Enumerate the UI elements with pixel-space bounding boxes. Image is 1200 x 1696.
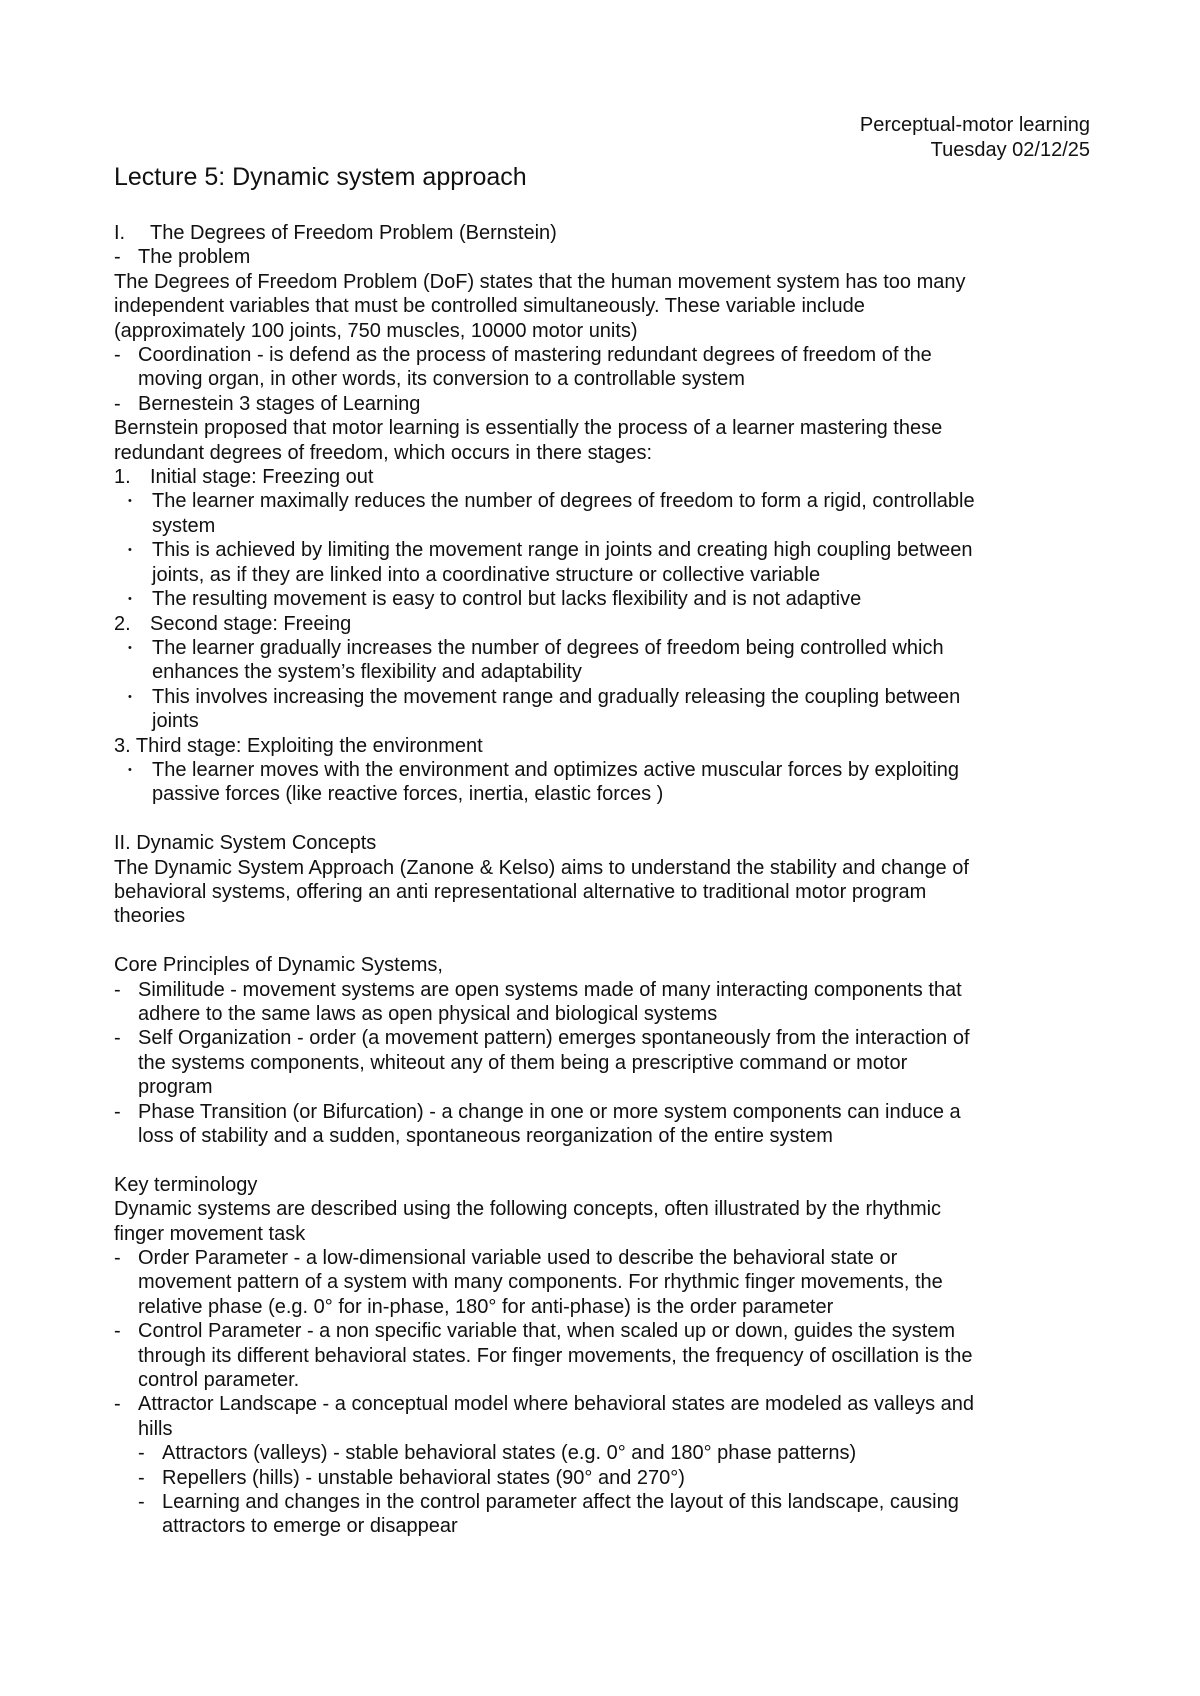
dash-item <box>114 1246 1104 1319</box>
bullet-item <box>114 758 1104 807</box>
spacer <box>114 1148 1104 1172</box>
dash-marker: - <box>114 246 121 269</box>
dash-item <box>114 392 1104 416</box>
text-line: moving organ, in other words, its conversion to a controllable system <box>138 368 745 391</box>
lecture-date: Tuesday 02/12/25 <box>930 139 1090 161</box>
text-line: independent variables that must be controlled simultaneously. These variable include <box>114 295 865 318</box>
text-line: system <box>152 514 216 537</box>
bullet-item <box>114 587 1104 611</box>
bullet-item <box>114 685 1104 734</box>
text-line: movement pattern of a system with many components. For rhythmic finger movements, the <box>138 1271 943 1294</box>
section-heading <box>114 221 1104 245</box>
paragraph <box>114 416 1104 465</box>
dash-item <box>114 343 1104 392</box>
subheading: Core Principles of Dynamic Systems, <box>114 954 443 977</box>
subheading: Key terminology <box>114 1173 258 1196</box>
text-line: finger movement task <box>114 1222 306 1245</box>
text-line: hills <box>138 1417 173 1440</box>
page-title: Lecture 5: Dynamic system approach <box>114 163 527 191</box>
text-line: Order Parameter - a low-dimensional variable used to describe the behavioral state or <box>138 1247 898 1270</box>
text-line: control parameter. <box>138 1369 300 1392</box>
number-marker: 1. <box>114 466 131 489</box>
dash-marker: - <box>114 1247 121 1270</box>
text-line: Phase Transition (or Bifurcation) - a change in one or more system components can induce a <box>138 1100 961 1123</box>
text-line: attractors to emerge or disappear <box>162 1515 458 1538</box>
text-line: Coordination - is defend as the process of mastering redundant degrees of freedom of the <box>138 344 932 367</box>
dash-marker: - <box>114 1027 121 1050</box>
bullet-item <box>114 636 1104 685</box>
bullet-marker: • <box>128 593 132 606</box>
sub-dash-item <box>114 1490 1104 1539</box>
text-line: redundant degrees of freedom, which occurs in there stages: <box>114 441 653 464</box>
text-line: This involves increasing the movement range and gradually releasing the coupling between <box>152 685 961 708</box>
bullet-marker: • <box>128 544 132 557</box>
dash-item <box>114 1392 1104 1441</box>
numbered-item <box>114 612 1104 636</box>
text-line: The learner gradually increases the number of degrees of freedom being controlled which <box>152 636 944 659</box>
dash-marker: - <box>114 1393 121 1416</box>
text-line: The Dynamic System Approach (Zanone & Kelso) aims to understand the stability and change of <box>114 856 969 879</box>
document-body <box>114 221 1104 1539</box>
course-name: Perceptual-motor learning <box>859 114 1090 136</box>
bullet-marker: • <box>128 641 132 654</box>
text-line: through its different behavioral states. For finger movements, the frequency of oscillation is the <box>138 1344 973 1367</box>
numbered-item <box>114 465 1104 489</box>
text-line: enhances the system’s flexibility and adaptability <box>152 661 582 684</box>
text-line: Repellers (hills) - unstable behavioral states (90° and 270°) <box>162 1466 685 1489</box>
paragraph <box>114 1197 1104 1246</box>
text-line: the systems components, whiteout any of them being a prescriptive command or motor <box>138 1051 908 1074</box>
section-title: The Degrees of Freedom Problem (Bernstein) <box>150 222 557 244</box>
text-line: Similitude - movement systems are open systems made of many interacting components that <box>138 978 962 1001</box>
spacer <box>114 807 1104 831</box>
number-marker: 2. <box>114 612 131 635</box>
text-line: Attractor Landscape - a conceptual model where behavioral states are modeled as valleys and <box>138 1393 975 1416</box>
dash-marker: - <box>138 1466 145 1489</box>
text-line: theories <box>114 905 186 928</box>
dash-item <box>114 978 1104 1027</box>
stage-title: Initial stage: Freezing out <box>150 466 374 489</box>
section-heading: II. Dynamic System Concepts <box>114 832 377 855</box>
dash-marker: - <box>114 1100 121 1123</box>
text-line: joints <box>152 710 199 733</box>
paragraph <box>114 270 1104 343</box>
text-line: joints, as if they are linked into a coordinative structure or collective variable <box>152 563 821 586</box>
list-marker: I. <box>114 222 126 244</box>
text-line: The learner moves with the environment and optimizes active muscular forces by exploiting <box>152 758 960 781</box>
subheading: The problem <box>138 246 251 269</box>
bullet-item <box>114 489 1104 538</box>
text-line: The learner maximally reduces the number of degrees of freedom to form a rigid, controllable <box>152 490 975 513</box>
bullet-marker: • <box>128 495 132 508</box>
page-header <box>860 113 1090 163</box>
subheading: Bernestein 3 stages of Learning <box>138 392 421 415</box>
text-line: relative phase (e.g. 0° for in-phase, 180° for anti-phase) is the order parameter <box>138 1295 834 1318</box>
text-line: passive forces (like reactive forces, inertia, elastic forces ) <box>152 783 664 806</box>
text-line: Control Parameter - a non specific variable that, when scaled up or down, guides the system <box>138 1320 956 1343</box>
text-line: Attractors (valleys) - stable behavioral states (e.g. 0° and 180° phase patterns) <box>162 1442 857 1465</box>
dash-item <box>114 1319 1104 1392</box>
bullet-item <box>114 538 1104 587</box>
dash-marker: - <box>114 392 121 415</box>
dash-marker: - <box>138 1491 145 1514</box>
text-line: adhere to the same laws as open physical and biological systems <box>138 1002 718 1025</box>
text-line: behavioral systems, offering an anti representational alternative to traditional motor program <box>114 880 927 903</box>
dash-marker: - <box>114 344 121 367</box>
dash-marker: - <box>114 978 121 1001</box>
stage-title: Second stage: Freeing <box>150 612 352 635</box>
dash-item <box>114 245 1104 269</box>
paragraph <box>114 856 1104 929</box>
dash-marker: - <box>138 1442 145 1465</box>
bullet-marker: • <box>128 763 132 776</box>
dash-marker: - <box>114 1320 121 1343</box>
text-line: loss of stability and a sudden, spontaneous reorganization of the entire system <box>138 1125 833 1147</box>
dash-item <box>114 1100 1104 1149</box>
text-line: Bernstein proposed that motor learning is essentially the process of a learner mastering these <box>114 417 943 440</box>
bullet-marker: • <box>128 690 132 703</box>
stage-title: 3. Third stage: Exploiting the environment <box>114 734 483 757</box>
text-line: (approximately 100 joints, 750 muscles, 10000 motor units) <box>114 319 638 342</box>
text-line: program <box>138 1076 213 1099</box>
text-line: Self Organization - order (a movement pattern) emerges spontaneously from the interaction of <box>138 1027 970 1050</box>
dash-item <box>114 1026 1104 1099</box>
text-line: Learning and changes in the control parameter affect the layout of this landscape, causing <box>162 1491 959 1514</box>
text-line: Dynamic systems are described using the following concepts, often illustrated by the rhythmic <box>114 1198 942 1221</box>
sub-dash-item <box>114 1441 1104 1465</box>
spacer <box>114 929 1104 953</box>
text-line: The resulting movement is easy to control but lacks flexibility and is not adaptive <box>152 588 862 611</box>
text-line: The Degrees of Freedom Problem (DoF) states that the human movement system has too many <box>114 270 966 293</box>
text-line: This is achieved by limiting the movement range in joints and creating high coupling between <box>152 539 973 562</box>
sub-dash-item <box>114 1466 1104 1490</box>
